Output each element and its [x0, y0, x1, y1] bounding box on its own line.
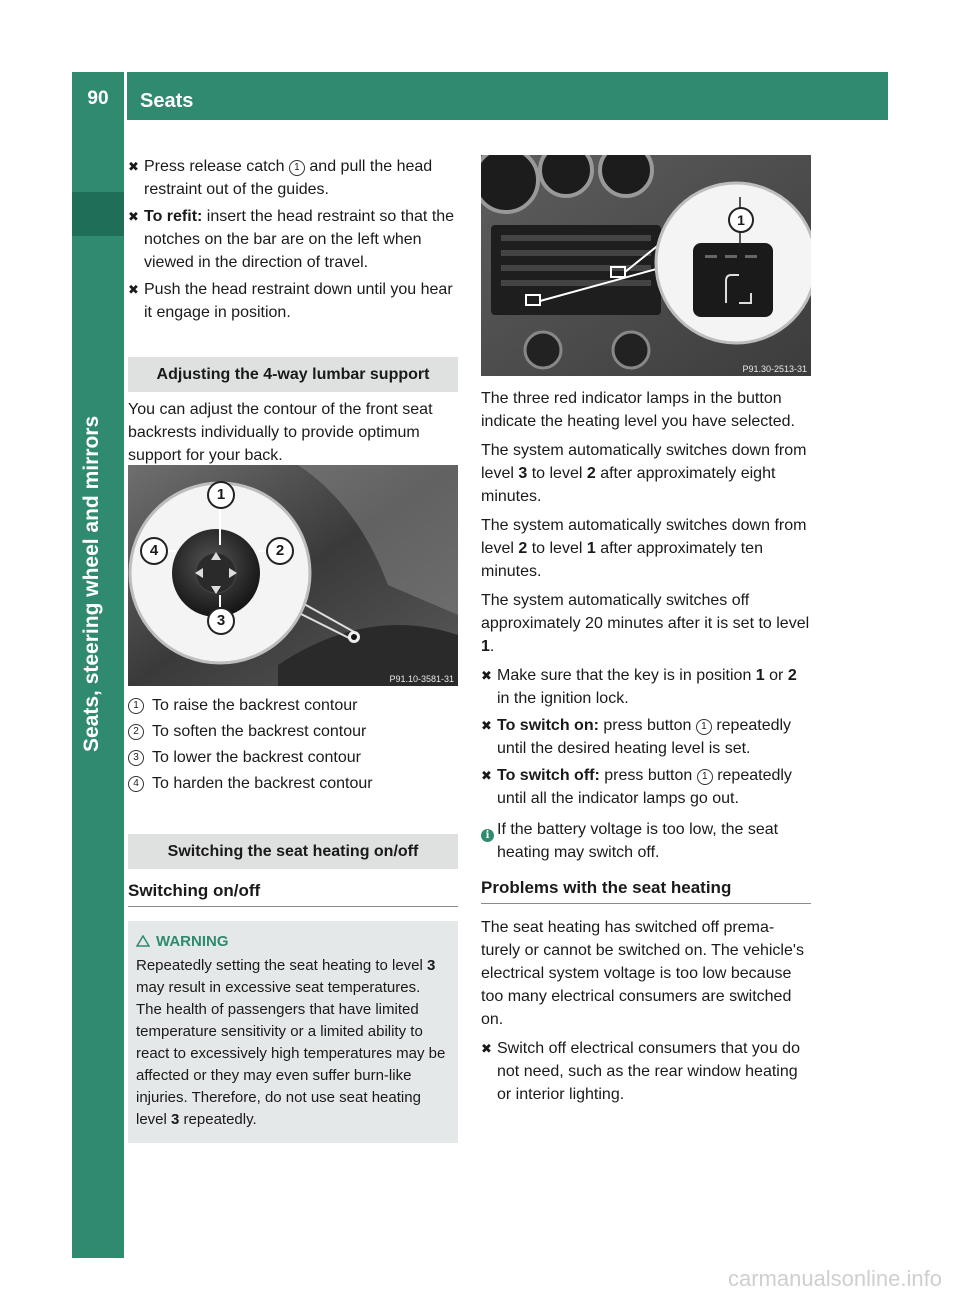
callout-2-icon: 2 [128, 724, 144, 740]
info-icon: i [481, 829, 494, 842]
legend-item: 2 To soften the backrest contour [128, 720, 458, 743]
callout-4-icon: 4 [128, 776, 144, 792]
callout-1-icon: 1 [697, 769, 713, 785]
header-bar [72, 72, 888, 120]
lumbar-support-image [128, 465, 458, 686]
warning-title: WARNING [136, 931, 450, 953]
legend-item: 3 To lower the backrest contour [128, 746, 458, 769]
warning-text: Repeatedly setting the seat heating to level 3 may result in excessive seat temperatures. The health of passengers that have limited temperature sensitivity or a limited ability to react to excessively high temperatures may be affected or they may even suffer burn-like injuries. Therefore, do not use seat heating level 3 repeatedly. [136, 957, 446, 1128]
arrow-icon: ✖ [128, 159, 139, 174]
indicator-lamps-paragraph: The three red indicator lamps in the button indicate the heating level you have selected. [481, 390, 795, 430]
lumbar-heading: Adjusting the 4-way lumbar support [128, 357, 458, 392]
switching-subheading: Switching on/off [128, 879, 458, 907]
callout-3-icon: 3 [207, 607, 235, 635]
info-note: i If the battery voltage is too low, the seat heating may switch off. [481, 818, 811, 864]
callout-1-icon: 1 [128, 698, 144, 714]
arrow-icon: ✖ [128, 282, 139, 297]
left-column [128, 155, 458, 328]
warning-box [128, 921, 458, 1143]
instruction-step: ✖ Push the head restraint down until you hear it engage in position. [128, 278, 458, 324]
callout-4-icon: 4 [140, 537, 168, 565]
instruction-step: ✖ To switch off: press button 1 repeatedly until all the indicator lamps go out. [481, 764, 811, 810]
arrow-icon: ✖ [128, 209, 139, 224]
seat-heating-section [128, 834, 458, 1143]
seat-heating-heading: Switching the seat heating on/off [128, 834, 458, 869]
problems-heading: Problems with the seat heating [481, 876, 811, 904]
switch-down-paragraph-1: The system automatically switches down from level 3 to level 2 after approximately eight minutes. [481, 442, 807, 505]
instruction-step: ✖ Make sure that the key is in position 1 or 2 in the ignition lock. [481, 664, 811, 710]
switch-down-paragraph-2: The system automatically switches down from level 2 to level 1 after approximately ten minutes. [481, 517, 807, 580]
chapter-marker [72, 192, 124, 236]
lumbar-section [128, 357, 458, 473]
right-column [481, 387, 811, 1110]
chapter-title: Seats, steering wheel and mirrors [80, 415, 103, 752]
callout-1-icon: 1 [728, 207, 754, 233]
dashboard-illustration [481, 155, 811, 376]
arrow-icon: ✖ [481, 718, 492, 733]
switch-off-paragraph: The system automatically switches off approximately 20 minutes after it is set to level 1. [481, 592, 810, 655]
callout-3-icon: 3 [128, 750, 144, 766]
instruction-step: ✖ Switch off electrical consumers that you do not need, such as the rear window heating or interior lighting. [481, 1037, 811, 1106]
seat-heating-button-image [481, 155, 811, 376]
lumbar-legend [128, 694, 458, 798]
seat-illustration [128, 465, 458, 686]
problems-paragraph: The seat heating has switched off prema- turely or cannot be switched on. The vehicle's electrical system voltage is too low because too many electrical consumers are switched on. [481, 919, 804, 1028]
callout-1-icon: 1 [207, 481, 235, 509]
warning-triangle-icon [136, 935, 150, 947]
watermark: carmanualsonline.info [727, 1266, 942, 1291]
instruction-step: ✖ To refit: insert the head restraint so that the notches on the bar are on the left when viewed in the direction of travel. [128, 205, 458, 274]
page-number: 90 [87, 88, 109, 109]
section-title: Seats [140, 90, 194, 112]
callout-1-icon: 1 [696, 719, 712, 735]
header-divider [124, 72, 127, 120]
legend-item: 1 To raise the backrest contour [128, 694, 458, 717]
instruction-step: ✖ To switch on: press button 1 repeatedly until the desired heating level is set. [481, 714, 811, 760]
instruction-step: ✖ Press release catch 1 and pull the head restraint out of the guides. [128, 155, 458, 201]
arrow-icon: ✖ [481, 768, 492, 783]
callout-2-icon: 2 [266, 537, 294, 565]
callout-1-icon: 1 [289, 160, 305, 176]
legend-item: 4 To harden the backrest contour [128, 772, 458, 795]
arrow-icon: ✖ [481, 668, 492, 683]
arrow-icon: ✖ [481, 1041, 492, 1056]
image-reference: P91.30-2513-31 [742, 364, 807, 374]
lumbar-intro: You can adjust the contour of the front seat backrests individually to provide optimum support for your back. [128, 401, 433, 464]
image-reference: P91.10-3581-31 [389, 674, 454, 684]
